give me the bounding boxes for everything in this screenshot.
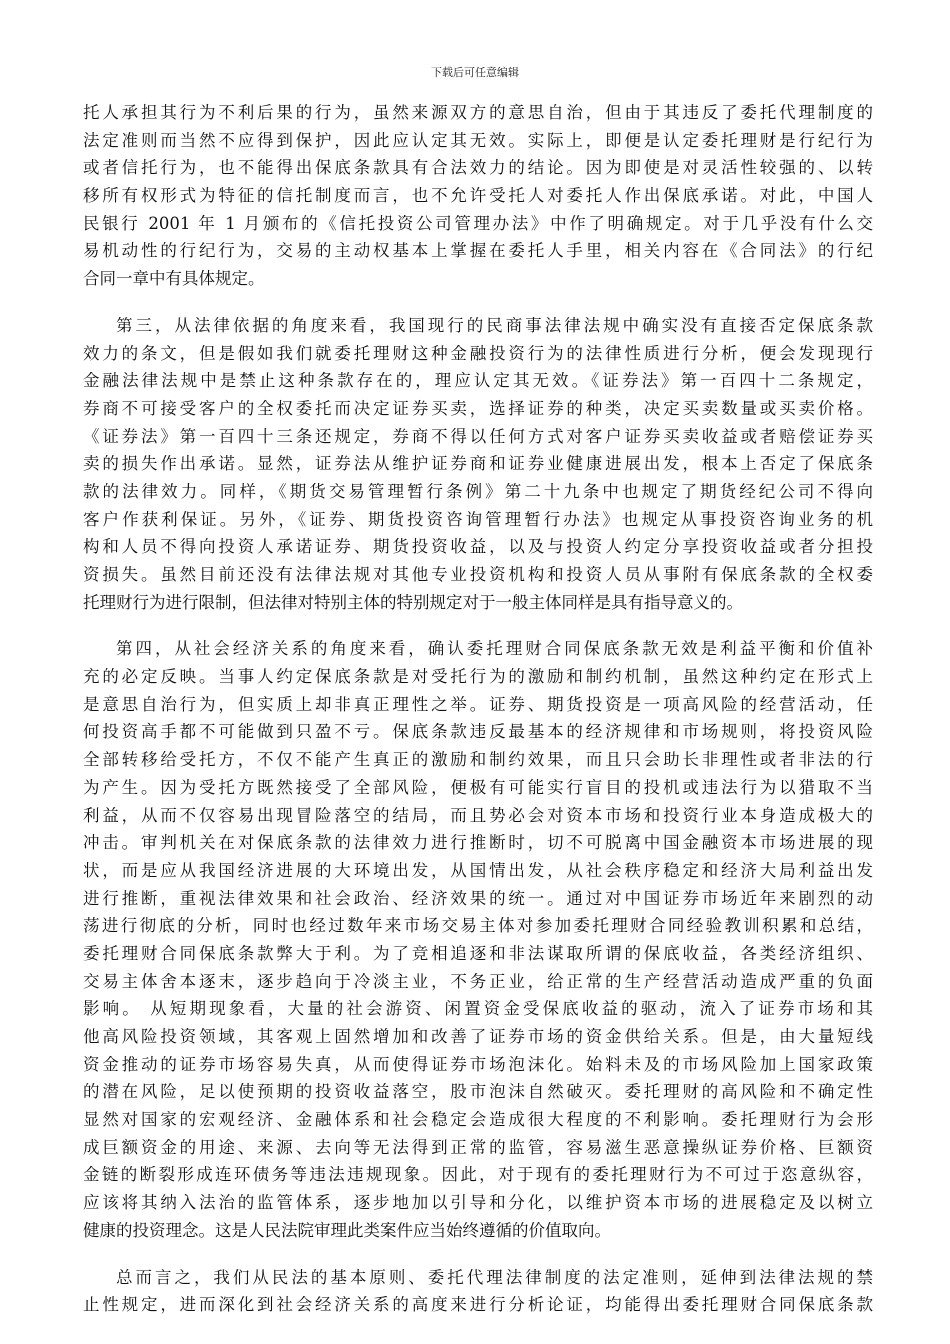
paragraph-line: 应该将其纳入法治的监管体系，逐步地加以引导和分化，以维护资本市场的进展稳定及以树立 (83, 1193, 873, 1213)
paragraph-line: 的潜在风险，足以使预期的投资收益落空，股市泡沫自然破灭。委托理财的高风险和不确定性 (83, 1082, 873, 1102)
paragraph-line: 何投资高手都不可能做到只盈不亏。保底条款违反最基本的经济规律和市场规则，将投资风险 (83, 722, 873, 742)
paragraph-gap (83, 616, 873, 635)
paragraph-gap (83, 293, 873, 312)
paragraph-line: 资损失。虽然目前还没有法律法规对其他专业投资机构和投资人员从事附有保底条款的全权委 (83, 565, 873, 584)
paragraph-line: 荡进行彻底的分析，同时也经过数年来市场交易主体对参加委托理财合同经验教训积累和总结， (83, 916, 873, 936)
paragraph-line: 款的法律效力。同样，《期货交易管理暂行条例》第二十九条中也规定了期货经纪公司不得向 (83, 481, 873, 501)
paragraph-line: 卖的损失作出承诺。显然，证券法从维护证券商和证券业健康进展出发，根本上否定了保底条 (83, 454, 873, 474)
paragraph-line: 券商不可接受客户的全权委托而决定证券买卖，选择证券的种类，决定买卖数量或买卖价格。 (83, 398, 873, 418)
paragraph-line: 易机动性的行纪行为，交易的主动权基本上掌握在委托人手里，相关内容在《合同法》的行纪 (83, 241, 873, 261)
paragraph-line: 为产生。因为受托方既然接受了全部风险，便极有可能实行盲目的投机或违法行为以猎取不当 (83, 777, 873, 797)
paragraph (83, 1264, 873, 1319)
paragraph-line: 移所有权形式为特征的信托制度而言，也不允许受托人对委托人作出保底承诺。对此，中国人 (83, 186, 873, 206)
paragraph-line: 进行推断，重视法律效果和社会政治、经济效果的统一。通过对中国证券市场近年来剧烈的动 (83, 888, 873, 908)
paragraph-line: 委托理财合同保底条款弊大于利。为了竞相追逐和非法谋取所谓的保底收益，各类经济组织、 (83, 943, 873, 963)
paragraph-line: 民银行 2001 年 1 月颁布的《信托投资公司管理办法》中作了明确规定。对于几乎没有什么交 (83, 213, 873, 233)
paragraph (83, 99, 873, 293)
paragraph-line: 合同一章中有具体规定。 (83, 269, 265, 289)
paragraph-line: 效力的条文，但是假如我们就委托理财这种金融投资行为的法律性质进行分析，便会发现现行 (83, 343, 873, 363)
paragraph-line: 托人承担其行为不利后果的行为，虽然来源双方的意思自治，但由于其违反了委托代理制度的 (83, 103, 873, 122)
paragraph-line: 或者信托行为，也不能得出保底条款具有合法效力的结论。因为即使是对灵活性较强的、以转 (83, 158, 873, 178)
paragraph-line: 《证券法》第一百四十三条还规定，券商不得以任何方式对客户证券买卖收益或者赔偿证券买 (83, 426, 873, 446)
paragraph-line: 第三，从法律依据的角度来看，我国现行的民商事法律法规中确实没有直接否定保底条款 (116, 315, 873, 335)
paragraph (83, 312, 873, 617)
paragraph-line: 托理财行为进行限制，但法律对特别主体的特别规定对于一般主体同样是具有指导意义的。 (83, 592, 743, 612)
paragraph-gap (83, 1245, 873, 1264)
paragraph-line: 构和人员不得向投资人承诺证券、期货投资收益，以及与投资人约定分享投资收益或者分担投 (83, 537, 873, 557)
paragraph-line: 金链的断裂形成连环债务等违法违规现象。因此，对于现有的委托理财行为不可过于恣意纵容， (83, 1165, 873, 1185)
paragraph-line: 状，而是应从我国经济进展的大环境出发，从国情出发，从社会秩序稳定和经济大局利益出发 (83, 860, 873, 880)
paragraph-line: 第四，从社会经济关系的角度来看，确认委托理财合同保底条款无效是利益平衡和价值补 (116, 639, 873, 659)
paragraph-line: 他高风险投资领域，其客观上固然增加和改善了证券市场的资金供给关系。但是，由大量短线 (83, 1027, 873, 1046)
paragraph-line: 金融法律法规中是禁止这种条款存在的，理应认定其无效。《证券法》第一百四十二条规定， (83, 371, 873, 391)
paragraph-line: 冲击。审判机关在对保底条款的法律效力进行推断时，切不可脱离中国金融资本市场进展的现 (83, 833, 873, 853)
paragraph-line: 显然对国家的宏观经济、金融体系和社会稳定会造成很大程度的不利影响。委托理财行为会形 (83, 1110, 873, 1130)
paragraph-line: 影响。 从短期现象看，大量的社会游资、闲置资金受保底收益的驱动，流入了证券市场和其 (83, 999, 873, 1019)
paragraph-line: 止性规定，进而深化到社会经济关系的高度来进行分析论证，均能得出委托理财合同保底条款 (83, 1295, 873, 1315)
paragraph-line: 客户作获利保证。另外，《证券、期货投资咨询管理暂行办法》也规定从事投资咨询业务的机 (83, 509, 873, 529)
document-body (83, 99, 873, 1319)
paragraph-line: 法定准则而当然不应得到保护，因此应认定其无效。实际上，即便是认定委托理财是行纪行为 (83, 130, 873, 150)
paragraph-line: 资金推动的证券市场容易失真，从而使得证券市场泡沫化。始料未及的市场风险加上国家政策 (83, 1054, 873, 1074)
paragraph-line: 全部转移给受托方，不仅不能产生真正的激励和制约效果，而且只会助长非理性或者非法的行 (83, 750, 873, 770)
paragraph-line: 总而言之，我们从民法的基本原则、委托代理法律制度的法定准则，延伸到法律法规的禁 (116, 1267, 873, 1287)
paragraph-line: 交易主体舍本逐末，逐步趋向于冷淡主业，不务正业，给正常的生产经营活动造成严重的负面 (83, 971, 873, 991)
page-header: 下载后可任意编辑 (431, 66, 519, 79)
paragraph-line: 充的必定反映。当事人约定保底条款是对受托行为的激励和制约机制，虽然这种约定在形式上 (83, 667, 873, 687)
paragraph-line: 利益，从而不仅容易出现冒险落空的结局，而且势必会对资本市场和投资行业本身造成极大的 (83, 805, 873, 825)
paragraph-line: 成巨额资金的用途、来源、去向等无法得到正常的监管，容易滋生恶意操纵证券价格、巨额资 (83, 1137, 873, 1157)
paragraph-line: 健康的投资理念。这是人民法院审理此类案件应当始终遵循的价值取向。 (83, 1220, 611, 1240)
paragraph (83, 635, 873, 1244)
paragraph-line: 是意思自治行为，但实质上却非真正理性之举。证券、期货投资是一项高风险的经营活动，任 (83, 694, 873, 714)
